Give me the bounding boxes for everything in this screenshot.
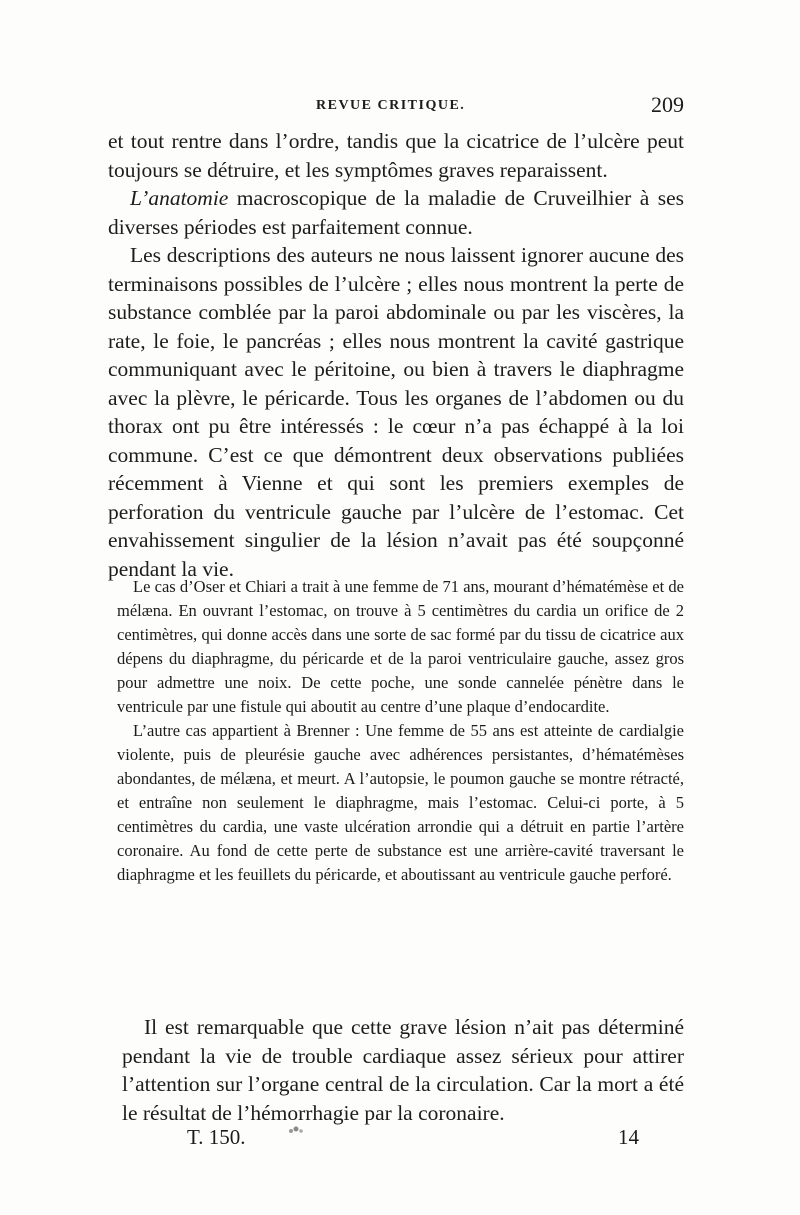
paragraph-closing: Il est remarquable que cette grave lésion n’ait pas déterminé pendant la vie de trouble cardiaque assez sérieux pour attirer l’attention sur l’organe central de la circulation. Car la mort a été le résultat de l’hémorrhagie par la coronaire.: [122, 1015, 684, 1125]
signature-mark: T. 150.: [187, 1125, 246, 1149]
running-title: REVUE CRITIQUE.: [316, 98, 466, 113]
main-text: [108, 127, 684, 583]
case-oser-chiari: Le cas d’Oser et Chiari a trait à une femme de 71 ans, mourant d’hématémèse et de mélæna. En ouvrant l’estomac, on trouve à 5 centimètres du cardia un orifice de 2 centimètres, qui donne accès dans une sorte de sac formé par du tissu de cicatrice aux dépens du diaphragme, du péricarde et de la paroi ventriculaire gauche, assez gros pour admettre une noix. De cette poche, une sonde cannelée pénètre dans le ventricule par une fistule qui aboutit au centre d’une plaque d’endocardite.: [117, 577, 684, 716]
anatomie-italic: L’anatomie: [130, 186, 229, 210]
running-head: [108, 92, 684, 122]
paragraph-descriptions: Les descriptions des auteurs ne nous laissent ignorer aucune des terminaisons possibles de l’ulcère ; elles nous montrent la perte de substance comblée par la paroi abdominale ou par les viscères, la rate, le foie, le pancréas ; elles nous montrent la cavité gastrique communiquant avec le péritoine, ou bien à travers le diaphragme avec la plèvre, le péricarde. Tous les organes de l’abdomen ou du thorax ont pu être intéressés : le cœur n’a pas échappé à la loi commune. C’est ce que démontrent deux observations publiées récemment à Vienne et qui sont les premiers exemples de perforation du ventricule gauche par l’ulcère de l’estomac. Cet envahissement singulier de la lésion n’avait pas été soupçonné pendant la vie.: [108, 243, 684, 581]
closing-text: [122, 1013, 684, 1127]
page-number: 209: [651, 92, 684, 117]
paragraph-anatomie: [108, 184, 684, 241]
paragraph-anatomie-text: macroscopique de la maladie de Cruveilhier à ses diverses périodes est parfaitement connue.: [108, 186, 684, 239]
folio-number: 14: [618, 1125, 639, 1149]
ink-speck-icon: [285, 1125, 307, 1135]
page-footer: [187, 1125, 639, 1155]
paragraph-continuation: et tout rentre dans l’ordre, tandis que la cicatrice de l’ulcère peut toujours se détruire, et les symptômes graves reparaissent.: [108, 129, 684, 182]
case-reports: [117, 575, 684, 887]
case-brenner: L’autre cas appartient à Brenner : Une femme de 55 ans est atteinte de cardialgie violente, puis de pleurésie gauche avec adhérences persistantes, d’hématémèses abondantes, de mélæna, et meurt. A l’autopsie, le poumon gauche se montre rétracté, et entraîne non seulement le diaphragme, mais l’estomac. Celui-ci porte, à 5 centimètres du cardia, une vaste ulcération arrondie qui a détruit en partie l’artère coronaire. Au fond de cette perte de substance est une arrière-cavité traversant le diaphragme et les feuillets du péricarde, et aboutissant au ventricule gauche perforé.: [117, 721, 684, 884]
